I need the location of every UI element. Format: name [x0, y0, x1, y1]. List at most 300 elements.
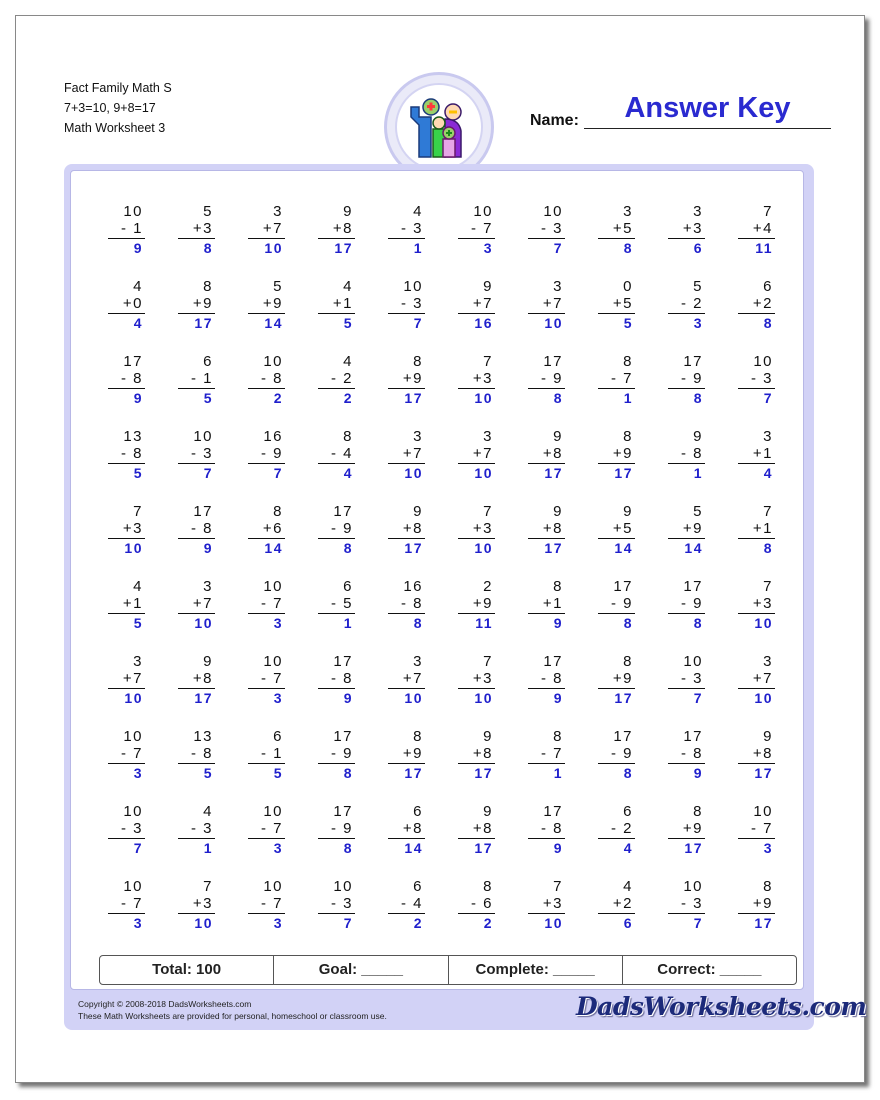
problem-answer: 5	[133, 465, 143, 481]
problem	[101, 503, 171, 578]
problem-answer: 2	[483, 915, 493, 931]
problem-top-number: 5	[273, 278, 283, 295]
problem-operator-number: - 7	[260, 595, 283, 612]
problem-row	[101, 428, 801, 503]
answer-rule	[388, 613, 425, 614]
problem-answer: 3	[273, 915, 283, 931]
problem	[241, 353, 311, 428]
problem-row	[101, 653, 801, 728]
problem-answer: 5	[273, 765, 283, 781]
answer-rule	[318, 688, 355, 689]
problem-answer: 3	[273, 615, 283, 631]
problem-operator-number: +3	[122, 520, 143, 537]
answer-rule	[458, 313, 495, 314]
problem-answer: 1	[693, 465, 703, 481]
problem-operator-number: +8	[402, 520, 423, 537]
answer-rule	[598, 313, 635, 314]
problem-answer: 17	[754, 765, 773, 781]
problem-top-number: 3	[413, 653, 423, 670]
answer-rule	[248, 913, 285, 914]
problem-row	[101, 578, 801, 653]
problem-answer: 8	[413, 615, 423, 631]
problem-operator-number: +3	[192, 895, 213, 912]
problem-answer: 7	[203, 465, 213, 481]
answer-rule	[458, 538, 495, 539]
problem-operator-number: +3	[472, 520, 493, 537]
score-bar	[99, 955, 797, 985]
answer-rule	[458, 913, 495, 914]
problem	[451, 278, 521, 353]
problem-operator-number: - 3	[400, 220, 423, 237]
problem-answer: 8	[553, 390, 563, 406]
problem	[591, 578, 661, 653]
answer-rule	[668, 238, 705, 239]
problem-top-number: 7	[763, 203, 773, 220]
problem-top-number: 10	[193, 428, 213, 445]
problem	[241, 728, 311, 803]
problem-answer: 8	[693, 615, 703, 631]
problem-row	[101, 878, 801, 953]
problem-row	[101, 278, 801, 353]
answer-rule	[668, 838, 705, 839]
problem	[241, 278, 311, 353]
problem	[451, 653, 521, 728]
problem-operator-number: +7	[472, 295, 493, 312]
dadsworksheets-logo: DadsWorksheets.com	[576, 992, 867, 1021]
problem-answer: 10	[474, 540, 493, 556]
problem	[101, 278, 171, 353]
problem-operator-number: +9	[682, 520, 703, 537]
problem-operator-number: - 4	[400, 895, 423, 912]
problem-operator-number: +8	[332, 220, 353, 237]
problem	[241, 653, 311, 728]
problem-top-number: 8	[623, 653, 633, 670]
answer-rule	[108, 463, 145, 464]
problem	[171, 803, 241, 878]
problem-top-number: 6	[413, 803, 423, 820]
problem-area	[70, 170, 804, 990]
problem-operator-number: +7	[192, 595, 213, 612]
problem	[101, 203, 171, 278]
problem-answer: 3	[133, 915, 143, 931]
problem-top-number: 5	[203, 203, 213, 220]
answer-rule	[668, 613, 705, 614]
answer-rule	[108, 313, 145, 314]
problem-answer: 11	[755, 240, 773, 256]
problem	[661, 203, 731, 278]
problem-top-number: 8	[413, 728, 423, 745]
problem	[381, 428, 451, 503]
fact-family-icon	[395, 83, 483, 171]
problem-answer: 8	[623, 240, 633, 256]
problem-operator-number: +3	[472, 670, 493, 687]
problem-top-number: 17	[543, 803, 563, 820]
answer-rule	[178, 238, 215, 239]
problem-top-number: 8	[413, 353, 423, 370]
problem	[731, 203, 801, 278]
problem-operator-number: +4	[752, 220, 773, 237]
problem-top-number: 10	[683, 878, 703, 895]
problem-answer: 7	[763, 390, 773, 406]
problem-top-number: 9	[483, 803, 493, 820]
answer-rule	[458, 463, 495, 464]
problem-top-number: 6	[623, 803, 633, 820]
title-line-1: Fact Family Math S	[64, 81, 172, 95]
problem	[171, 428, 241, 503]
problem-operator-number: - 3	[750, 370, 773, 387]
problem-top-number: 10	[123, 728, 143, 745]
problem-answer: 1	[413, 240, 423, 256]
problem	[731, 878, 801, 953]
problem-operator-number: - 9	[540, 370, 563, 387]
problem	[381, 278, 451, 353]
problem	[451, 203, 521, 278]
problem-answer: 8	[763, 540, 773, 556]
problem-answer: 9	[133, 390, 143, 406]
problem-operator-number: +3	[752, 595, 773, 612]
problem	[661, 803, 731, 878]
problem-operator-number: +7	[472, 445, 493, 462]
problem	[591, 353, 661, 428]
problem	[101, 578, 171, 653]
problem-top-number: 13	[193, 728, 213, 745]
problem-operator-number: - 7	[610, 370, 633, 387]
problem-row	[101, 503, 801, 578]
problem-frame	[64, 164, 867, 1030]
answer-rule	[668, 538, 705, 539]
problem-answer: 7	[133, 840, 143, 856]
problem-top-number: 10	[263, 878, 283, 895]
problem-operator-number: +7	[122, 670, 143, 687]
problem	[381, 578, 451, 653]
problem-answer: 10	[754, 690, 773, 706]
problem-top-number: 17	[543, 353, 563, 370]
problem	[311, 878, 381, 953]
problem-top-number: 4	[413, 203, 423, 220]
problem-operator-number: - 5	[330, 595, 353, 612]
problem-operator-number: - 3	[330, 895, 353, 912]
problem-operator-number: +7	[752, 670, 773, 687]
problem-top-number: 8	[553, 578, 563, 595]
answer-rule	[178, 613, 215, 614]
answer-key-title: Answer Key	[624, 92, 791, 124]
problem-answer: 9	[553, 615, 563, 631]
problem-top-number: 10	[123, 203, 143, 220]
problem-top-number: 2	[483, 578, 493, 595]
goal-field: Goal: _____	[274, 956, 448, 984]
answer-rule	[248, 763, 285, 764]
answer-rule	[388, 388, 425, 389]
problem-answer: 17	[684, 840, 703, 856]
problem-answer: 3	[693, 315, 703, 331]
answer-rule	[318, 238, 355, 239]
problem-top-number: 3	[553, 278, 563, 295]
answer-rule	[668, 763, 705, 764]
problem-operator-number: +8	[752, 745, 773, 762]
problem-top-number: 10	[123, 878, 143, 895]
problem-answer: 14	[404, 840, 423, 856]
problem	[591, 803, 661, 878]
problem-answer: 4	[763, 465, 773, 481]
problem-operator-number: +1	[752, 445, 773, 462]
problem	[311, 278, 381, 353]
problem-answer: 7	[553, 240, 563, 256]
problem-top-number: 8	[553, 728, 563, 745]
problem-top-number: 7	[483, 353, 493, 370]
problem	[101, 353, 171, 428]
problem	[451, 353, 521, 428]
answer-rule	[528, 538, 565, 539]
problem	[171, 353, 241, 428]
complete-field: Complete: _____	[449, 956, 623, 984]
problem	[661, 278, 731, 353]
problem-answer: 4	[343, 465, 353, 481]
problem-operator-number: - 1	[260, 745, 283, 762]
total-count: Total: 100	[100, 956, 274, 984]
problem	[591, 653, 661, 728]
problem-operator-number: - 9	[680, 370, 703, 387]
answer-rule	[458, 838, 495, 839]
problem-grid	[101, 203, 801, 953]
problem	[521, 653, 591, 728]
problem-operator-number: - 8	[190, 520, 213, 537]
problem-operator-number: +9	[682, 820, 703, 837]
problem-answer: 17	[404, 540, 423, 556]
answer-rule	[598, 913, 635, 914]
problem-top-number: 8	[483, 878, 493, 895]
problem-operator-number: +0	[122, 295, 143, 312]
answer-rule	[318, 838, 355, 839]
answer-rule	[388, 763, 425, 764]
problem-answer: 10	[544, 915, 563, 931]
problem-row	[101, 203, 801, 278]
problem	[241, 203, 311, 278]
problem-answer: 9	[693, 765, 703, 781]
problem	[171, 278, 241, 353]
problem	[101, 803, 171, 878]
problem-operator-number: - 8	[120, 370, 143, 387]
problem-answer: 14	[684, 540, 703, 556]
problem	[311, 428, 381, 503]
problem-top-number: 4	[203, 803, 213, 820]
problem-operator-number: +5	[612, 520, 633, 537]
answer-rule	[388, 838, 425, 839]
problem	[381, 803, 451, 878]
problem-answer: 8	[343, 765, 353, 781]
problem-answer: 3	[273, 690, 283, 706]
problem-top-number: 16	[403, 578, 423, 595]
problem-top-number: 10	[263, 653, 283, 670]
problem-answer: 3	[763, 840, 773, 856]
problem-answer: 5	[203, 390, 213, 406]
answer-rule	[318, 463, 355, 464]
problem	[311, 203, 381, 278]
problem	[241, 503, 311, 578]
problem-top-number: 4	[343, 278, 353, 295]
answer-rule	[458, 613, 495, 614]
problem-answer: 8	[623, 765, 633, 781]
problem-operator-number: +8	[472, 820, 493, 837]
problem-operator-number: - 9	[610, 745, 633, 762]
problem-top-number: 3	[763, 428, 773, 445]
problem	[661, 353, 731, 428]
problem	[381, 503, 451, 578]
problem	[381, 728, 451, 803]
answer-rule	[458, 763, 495, 764]
problem-answer: 17	[194, 690, 213, 706]
answer-rule	[318, 388, 355, 389]
problem-top-number: 17	[543, 653, 563, 670]
problem-top-number: 3	[763, 653, 773, 670]
problem-operator-number: - 8	[540, 670, 563, 687]
title-line-2: 7+3=10, 9+8=17	[64, 101, 156, 115]
problem	[661, 728, 731, 803]
problem-top-number: 7	[203, 878, 213, 895]
problem-operator-number: - 9	[260, 445, 283, 462]
problem-answer: 10	[474, 465, 493, 481]
problem-top-number: 17	[193, 503, 213, 520]
problem-top-number: 9	[553, 428, 563, 445]
problem-operator-number: +1	[332, 295, 353, 312]
problem-answer: 8	[623, 615, 633, 631]
answer-rule	[598, 613, 635, 614]
problem-operator-number: +5	[612, 295, 633, 312]
problem-top-number: 3	[693, 203, 703, 220]
problem-top-number: 7	[483, 503, 493, 520]
problem-answer: 1	[623, 390, 633, 406]
problem-operator-number: - 8	[120, 445, 143, 462]
problem-top-number: 8	[273, 503, 283, 520]
problem-top-number: 16	[263, 428, 283, 445]
answer-rule	[248, 388, 285, 389]
problem	[381, 203, 451, 278]
problem-top-number: 3	[623, 203, 633, 220]
problem-top-number: 17	[333, 728, 353, 745]
problem-operator-number: +9	[752, 895, 773, 912]
problem-operator-number: - 7	[540, 745, 563, 762]
problem-top-number: 8	[623, 353, 633, 370]
problem	[661, 878, 731, 953]
answer-rule	[108, 388, 145, 389]
problem-top-number: 7	[763, 578, 773, 595]
problem-operator-number: - 9	[330, 520, 353, 537]
problem-answer: 17	[544, 540, 563, 556]
problem-operator-number: - 7	[260, 895, 283, 912]
answer-rule	[388, 538, 425, 539]
problem	[101, 878, 171, 953]
problem	[731, 353, 801, 428]
problem-answer: 7	[273, 465, 283, 481]
problem-top-number: 3	[413, 428, 423, 445]
problem-operator-number: - 7	[260, 820, 283, 837]
answer-rule	[318, 538, 355, 539]
problem-operator-number: +8	[402, 820, 423, 837]
problem	[591, 878, 661, 953]
problem	[521, 878, 591, 953]
problem	[451, 878, 521, 953]
answer-rule	[178, 838, 215, 839]
problem-answer: 17	[474, 840, 493, 856]
problem-top-number: 7	[483, 653, 493, 670]
problem	[241, 803, 311, 878]
problem-operator-number: - 3	[680, 895, 703, 912]
answer-rule	[598, 838, 635, 839]
problem-operator-number: - 3	[680, 670, 703, 687]
problem-operator-number: +9	[262, 295, 283, 312]
problem-operator-number: +6	[262, 520, 283, 537]
problem	[591, 728, 661, 803]
problem-top-number: 17	[333, 653, 353, 670]
problem-operator-number: - 9	[330, 745, 353, 762]
problem-answer: 10	[194, 915, 213, 931]
problem-row	[101, 728, 801, 803]
problem	[381, 353, 451, 428]
answer-rule	[318, 913, 355, 914]
problem	[731, 278, 801, 353]
problem-operator-number: - 3	[120, 820, 143, 837]
problem	[661, 578, 731, 653]
problem-answer: 7	[693, 915, 703, 931]
problem	[311, 578, 381, 653]
answer-rule	[318, 613, 355, 614]
answer-rule	[388, 238, 425, 239]
problem-top-number: 6	[763, 278, 773, 295]
problem-top-number: 3	[203, 578, 213, 595]
answer-rule	[458, 238, 495, 239]
problem-answer: 7	[693, 690, 703, 706]
problem	[731, 578, 801, 653]
problem-answer: 10	[124, 540, 143, 556]
problem-answer: 5	[133, 615, 143, 631]
answer-rule	[528, 388, 565, 389]
problem-answer: 10	[404, 690, 423, 706]
problem-operator-number: - 8	[540, 820, 563, 837]
problem-top-number: 9	[553, 503, 563, 520]
problem-top-number: 8	[693, 803, 703, 820]
problem-operator-number: +1	[752, 520, 773, 537]
problem	[171, 203, 241, 278]
answer-rule	[178, 913, 215, 914]
problem	[661, 653, 731, 728]
problem-top-number: 9	[483, 728, 493, 745]
problem-operator-number: - 1	[190, 370, 213, 387]
answer-rule	[668, 688, 705, 689]
answer-rule	[738, 763, 775, 764]
problem-answer: 10	[474, 390, 493, 406]
problem-top-number: 13	[123, 428, 143, 445]
answer-rule	[178, 538, 215, 539]
answer-rule	[248, 613, 285, 614]
problem-operator-number: - 2	[680, 295, 703, 312]
answer-rule	[528, 313, 565, 314]
problem-top-number: 8	[343, 428, 353, 445]
problem-operator-number: +3	[542, 895, 563, 912]
problem	[591, 278, 661, 353]
problem	[451, 503, 521, 578]
problem-answer: 10	[264, 240, 283, 256]
worksheet-page	[15, 15, 865, 1083]
problem-operator-number: - 4	[330, 445, 353, 462]
problem	[451, 803, 521, 878]
answer-rule	[178, 463, 215, 464]
problem-operator-number: +8	[192, 670, 213, 687]
answer-rule	[178, 688, 215, 689]
answer-rule	[738, 238, 775, 239]
problem-operator-number: +2	[752, 295, 773, 312]
name-field-line	[584, 128, 831, 129]
problem-answer: 5	[623, 315, 633, 331]
problem	[311, 653, 381, 728]
